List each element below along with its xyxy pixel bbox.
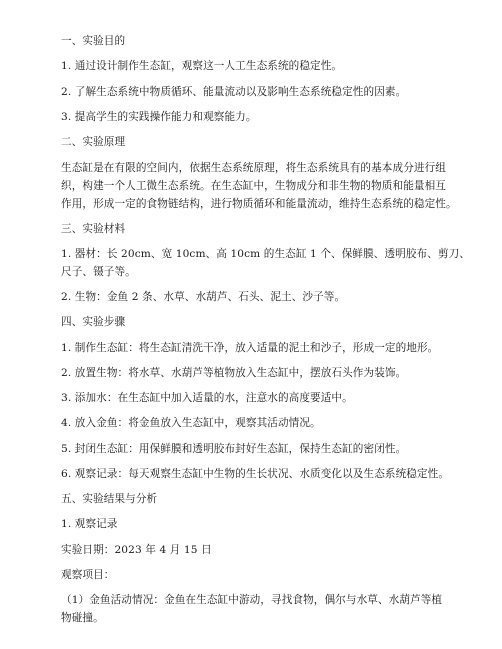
subsection-heading: 1. 观察记录 — [61, 518, 118, 530]
list-item: 2. 了解生态系统中物质循环、能量流动以及影响生态系统稳定性的因素。 — [61, 86, 407, 98]
date-line: 实验日期：2023 年 4 月 15 日 — [61, 544, 212, 556]
list-item: 1. 通过设计制作生态缸，观察这一人工生态系统的稳定性。 — [61, 60, 343, 72]
list-item: 5. 封闭生态缸：用保鲜膜和透明胶布封好生态缸，保持生态缸的密闭性。 — [61, 443, 407, 455]
items-label: 观察项目： — [61, 569, 115, 581]
list-item: 3. 提高学生的实践操作能力和观察能力。 — [61, 111, 257, 123]
section-heading: 四、实验步骤 — [61, 316, 126, 328]
list-item: 2. 放置生物：将水草、水葫芦等植物放入生态缸中，摆放石头作为装饰。 — [61, 367, 407, 379]
list-item: 2. 生物：金鱼 2 条、水草、水葫芦、石头、泥土、沙子等。 — [61, 291, 346, 303]
section-heading: 五、实验结果与分析 — [61, 493, 158, 505]
section-heading: 三、实验材料 — [61, 223, 126, 235]
list-item-continuation: 尺子、镊子等。 — [61, 266, 136, 278]
paragraph-line: 织，构建一个人工微生态系统。在生态缸中，生物成分和非生物的物质和能量相互 — [61, 180, 446, 192]
list-item: 1. 器材：长 20cm、宽 10cm、高 10cm 的生态缸 1 个、保鲜膜、透明胶布、剪刀、 — [61, 248, 471, 260]
observation-item: （1）金鱼活动情况：金鱼在生态缸中游动，寻找食物，偶尔与水草、水葫芦等植 — [61, 594, 443, 606]
paragraph-line: 生态缸是在有限的空间内，依据生态系统原理，将生态系统具有的基本成分进行组 — [61, 162, 446, 174]
observation-item-continuation: 物碰撞。 — [61, 612, 104, 624]
list-item: 3. 添加水：在生态缸中加入适量的水，注意水的高度要适中。 — [61, 392, 353, 404]
list-item: 1. 制作生态缸：将生态缸清洗干净，放入适量的泥土和沙子，形成一定的地形。 — [61, 342, 439, 354]
list-item: 4. 放入金鱼：将金鱼放入生态缸中，观察其活动情况。 — [61, 417, 321, 429]
section-heading: 一、实验目的 — [61, 35, 126, 47]
paragraph-line: 作用，形成一定的食物链结构，进行物质循环和能量流动，维持生态系统的稳定性。 — [61, 198, 457, 210]
section-heading: 二、实验原理 — [61, 136, 126, 148]
list-item: 6. 观察记录：每天观察生态缸中生物的生长状况、水质变化以及生态系统稳定性。 — [61, 468, 450, 480]
